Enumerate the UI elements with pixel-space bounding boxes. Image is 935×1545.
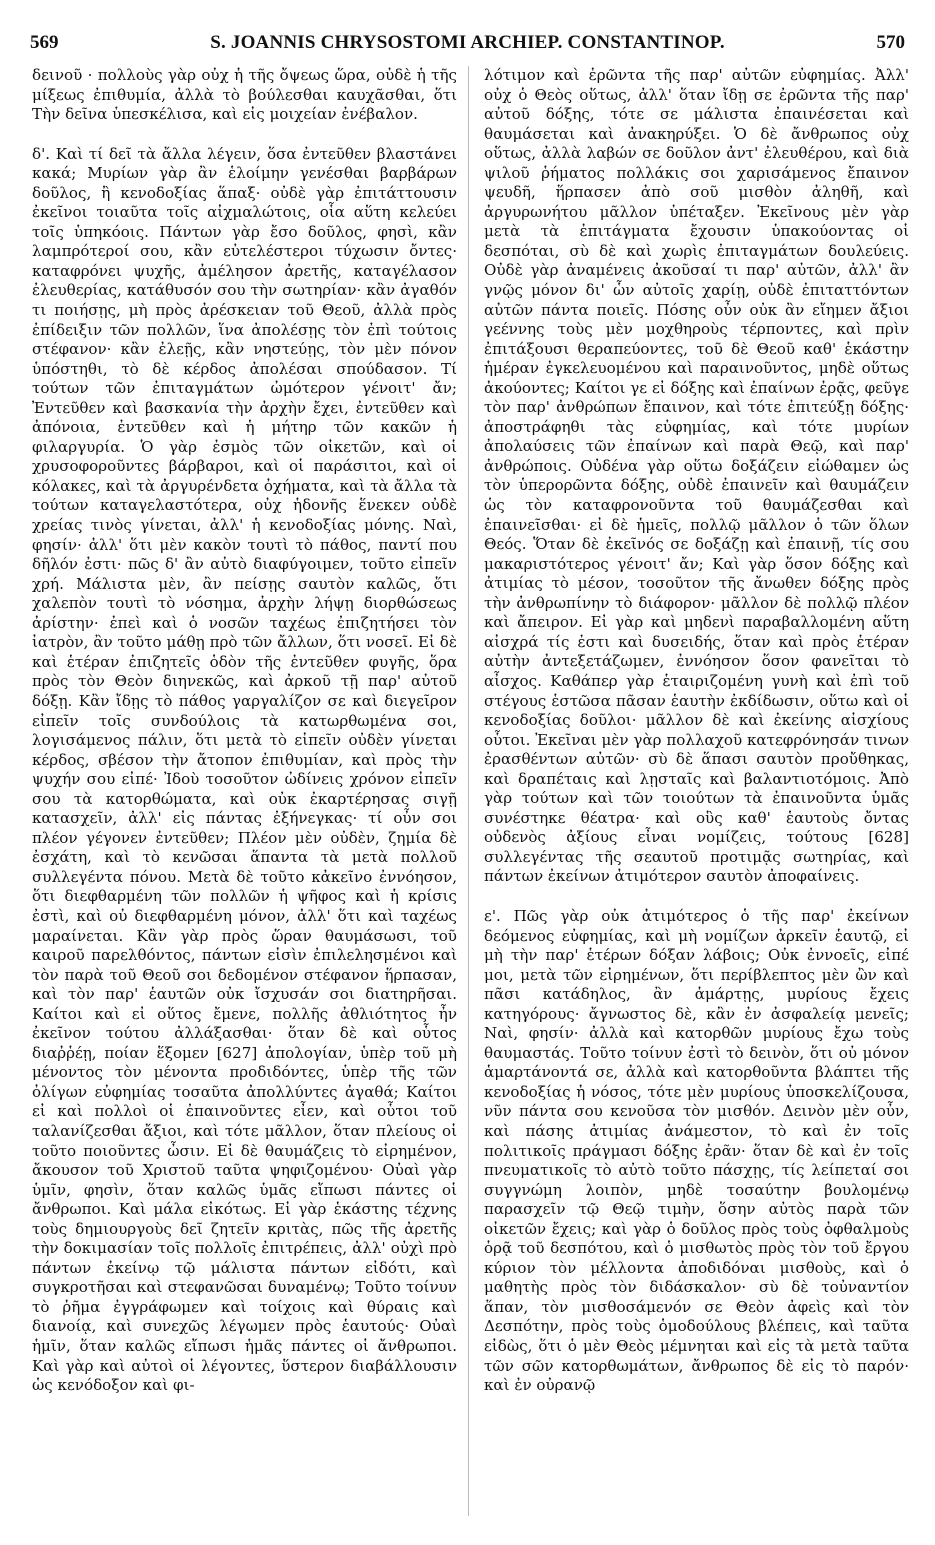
paragraph-gap	[484, 887, 909, 907]
running-header	[30, 32, 905, 62]
paragraph: λότιμον καὶ ἐρῶντα τῆς παρ' αὐτῶν εὐφημίας. Ἀλλ' οὐχ ὁ Θεὸς οὕτως, ἀλλ' ὅταν ἴδῃ σε ἐρῶντα τῆς παρ' αὐτοῦ δόξης, τότε σε μάλιστα ἐπαινέσεται καὶ θαυμάσεται καὶ ἀνακηρύξει. Ὁ δὲ ἄνθρωπος οὐχ οὕτως, ἀλλὰ λαβών σε δοῦλον ἀντ' ἐλευθέρου, καὶ διὰ ψιλοῦ ῥήματος πολλάκις σοι χαρισάμενος ἔπαινον ψευδῆ, ἥρπασεν ἀπὸ σοῦ μισθὸν ἀληθῆ, καὶ ἀργυρωνήτου μᾶλλον ὑπέταξεν. Ἐκεῖνους μὲν γὰρ μετὰ τὰ ἐπιτάγματα ἔχουσιν ὑπακούοντας οἱ δεσπόται, σὺ δὲ καὶ χωρὶς ἐπιταγμάτων δουλεύεις. Οὐδὲ γὰρ ἀναμένεις ἀκοῦσαί τι παρ' αὐτῶν, ἀλλ' ἂν γνῷς μόνον δι' ὧν αὐτοῖς χαρίῃ, οὐδὲ ἐπιταττόντων αὐτῶν πάντα ποιεῖς. Πόσης οὖν οὐκ ἂν εἴημεν ἄξιοι γεέννης τοὺς μὲν μοχθηροὺς τέρποντες, καὶ πρὶν ἐπιτάξουσι θεραπεύοντες, τοῦ δὲ Θεοῦ καθ' ἑκάστην ἡμέραν ἐγκελευομένου καὶ παραινοῦντος, μηδὲ οὕτως ἀκούοντες; Καίτοι γε εἰ δόξης καὶ ἐπαίνων ἐρᾷς, φεῦγε τὸν παρ' ἀνθρώπων ἔπαινον, καὶ τότε ἐπιτεύξῃ δόξης· ἀποστράφηθι τὰς εὐφημίας, καὶ τότε μυρίων ἀπολαύσεις τῶν ἐπαίνων καὶ παρὰ Θεῷ, καὶ παρ' ἀνθρώποις. Οὐδένα γὰρ οὕτω δοξάζειν εἰώθαμεν ὡς τὸν ὑπερορῶντα δόξης, οὐδὲ ἐπαινεῖν καὶ θαυμάζειν ὡς τὸν καταφρονοῦντα τοῦ θαυμάζεσθαι καὶ ἐπαινεῖσθαι· εἰ δὲ ἡμεῖς, πολλῷ μᾶλλον ὁ τῶν ὅλων Θεός. Ὅταν δὲ ἐκεῖνός σε δοξάζῃ καὶ ἐπαινῇ, τίς σου μακαριστότερος γένοιτ' ἄν; Καὶ γὰρ ὅσον δόξης καὶ ἀτιμίας τὸ μέσον, τοσοῦτον τῆς ἄνωθεν δόξης πρὸς τὴν ἀνθρωπίνην τὸ διάφορον· μᾶλλον δὲ πολλῷ πλέον καὶ ἄπειρον. Εἰ γὰρ καὶ μηδενὶ παραβαλλομένη αὕτη αἰσχρά τίς ἐστι καὶ δυσειδής, ὅταν καὶ πρὸς ἑτέραν αὐτὴν ἀντεξετάζωμεν, ἐννόησον ὅσον φανεῖται τὸ αἶσχος. Καθάπερ γὰρ ἑταιριζομένη γυνὴ καὶ ἐπὶ τοῦ στέγους ἑστῶσα πᾶσαν ἑαυτὴν ἐκδίδωσιν, οὕτω καὶ οἱ κενοδοξίας δοῦλοι· μᾶλλον δὲ καὶ ἐκείνης αἰσχίους οὗτοι. Ἐκεῖναι μὲν γὰρ πολλαχοῦ κατεφρόνησάν τινων ἐρασθέντων αὐτῶν· σὺ δὲ ἅπασι σαυτὸν προὔθηκας, καὶ δραπέταις καὶ λῃσταῖς καὶ βαλαντιοτόμοις. Ἀπὸ γὰρ τούτων καὶ τῶν τοιούτων τὰ ἐπαινοῦντα ὑμᾶς συνέστηκε θέατρα· καὶ οὓς καθ' ἑαυτοὺς ὄντας οὐδενὸς ἀξίους εἶναι νομίζεις, τούτους [628] συλλεγέντας τῆς σεαυτοῦ προτιμᾷς σωτηρίας, καὶ πάντων ἐκείνων ἀτιμότερον σαυτὸν ἀποφαίνεις.	[484, 66, 909, 886]
paragraph-gap	[32, 125, 457, 145]
paragraph: ε'. Πῶς γὰρ οὐκ ἀτιμότερος ὁ τῆς παρ' ἐκείνων δεόμενος εὐφημίας, καὶ μὴ νομίζων ἀρκεῖν ἑαυτῷ, εἰ μὴ τὴν παρ' ἑτέρων δόξαν λάβοις; Οὐκ ἐννοεῖς, εἰπέ μοι, μετὰ τῶν εἰρημένων, ὅτι περίβλεπτος μὲν ὢν καὶ πᾶσι κατάδηλος, ἂν ἁμάρτῃς, μυρίους ἔχεις κατηγόρους· ἄγνωστος δὲ, κἂν ἐν ἀσφαλείᾳ μενεῖς; Ναὶ, φησίν· ἀλλὰ καὶ κατορθῶν μυρίους ἔχω τοὺς θαυμαστάς. Τοῦτο τοίνυν ἐστὶ τὸ δεινὸν, ὅτι οὐ μόνον ἁμαρτάνοντά σε, ἀλλὰ καὶ κατορθοῦντα βλάπτει τῆς κενοδοξίας ἡ νόσος, τότε μὲν μυρίους ὑποσκελίζουσα, νῦν πάντα σου κενοῦσα τὸν μισθόν. Δεινὸν μὲν οὖν, καὶ πάσης ἀτιμίας ἀνάμεστον, τὸ καὶ ἐν τοῖς πολιτικοῖς πράγμασι δόξης ἐρᾶν· ὅταν δὲ καὶ ἐν τοῖς πνευματικοῖς τὸ αὐτὸ τοῦτο πάσχῃς, τίς λείπεταί σοι συγγνώμη λοιπὸν, μηδὲ τοσαύτην βουλομένῳ παρασχεῖν τῷ Θεῷ τιμὴν, ὅσην αὐτὸς παρὰ τῶν οἰκετῶν ἔχεις; καὶ γὰρ ὁ δοῦλος πρὸς τοὺς ὀφθαλμοὺς ὁρᾷ τοῦ δεσπότου, καὶ ὁ μισθωτὸς πρὸς τὸν τοῦ ἔργου κύριον τὸν μέλλοντα ἀποδιδόναι μισθοὺς, καὶ ὁ μαθητὴς πρὸς τὸν διδάσκαλον· σὺ δὲ τοὐναντίον ἅπαν, τὸν μισθοσάμενόν σε Θεὸν ἀφεὶς καὶ τὸν Δεσπότην, πρὸς τοὺς ὁμοδούλους βλέπεις, καὶ ταῦτα εἰδὼς, ὅτι ὁ μὲν Θεὸς μέμνηται καὶ εἰς τὰ μετὰ ταῦτα τῶν σῶν κατορθωμάτων, ἄνθρωπος δὲ εἰς τὸ παρόν· καὶ ἐν οὐρανῷ	[484, 906, 909, 1395]
right-column	[484, 66, 909, 1531]
page-number-right: 570	[876, 32, 905, 53]
running-title: S. JOANNIS CHRYSOSTOMI ARCHIEP. CONSTANTINOP.	[210, 32, 725, 53]
paragraph: δ'. Καὶ τί δεῖ τὰ ἄλλα λέγειν, ὅσα ἐντεῦθεν βλαστάνει κακά; Μυρίων γὰρ ἂν ἑλοίμην γενέσθαι βαρβάρων δοῦλος, ἢ κενοδοξίας ἅπαξ· οὐδὲ γὰρ ἐπιτάττουσιν ἐκεῖνοι τοιαῦτα τοῖς αἰχμαλώτοις, οἷα αὕτη κελεύει τοῖς ὑπηκόοις. Πάντων γὰρ ἔσο δοῦλος, φησὶ, κἂν λαμπρότεροί σου, κἂν εὐτελέστεροι τύχωσιν ὄντες· καταφρόνει ψυχῆς, ἀμέλησον ἀρετῆς, καταγέλασον ἐλευθερίας, κατάθυσόν σου τὴν σωτηρίαν· κἂν ἀγαθόν τι ποιήσῃς, μὴ πρὸς ἀρέσκειαν τοῦ Θεοῦ, ἀλλὰ πρὸς ἐπίδειξιν τῶν πολλῶν, ἵνα ἀπολέσῃς τὸν ἐπὶ τούτοις στέφανον· κἂν ἐλεῇς, κἂν νηστεύῃς, τὸν μὲν πόνον ὑπόστηθι, τὸ δὲ κέρδος ἀπολέσαι σπούδασον. Τί τούτων τῶν ἐπιταγμάτων ὠμότερον γένοιτ' ἄν; Ἐντεῦθεν καὶ βασκανία τὴν ἀρχὴν ἔχει, ἐντεῦθεν καὶ ἀπόνοια, ἐντεῦθεν καὶ ἡ μήτηρ τῶν κακῶν ἡ φιλαργυρία. Ὁ γὰρ ἐσμὸς τῶν οἰκετῶν, καὶ οἱ χρυσοφοροῦντες βάρβαροι, καὶ οἱ παράσιτοι, καὶ οἱ κόλακες, καὶ τὰ ἀργυρένδετα ὀχήματα, καὶ τὰ ἄλλα τὰ τούτων καταγελαστότερα, οὐχ ἡδονῆς ἕνεκεν οὐδὲ χρείας τινὸς γίνεται, ἀλλ' ἡ κενοδοξίας μόνης. Ναὶ, φησίν· ἀλλ' ὅτι μὲν κακὸν τουτὶ τὸ πάθος, παντί που δῆλόν ἐστι· πῶς δ' ἂν αὐτὸ διαφύγοιμεν, τοῦτο εἰπεῖν χρή. Μάλιστα μὲν, ἂν πείσῃς σαυτὸν καλῶς, ὅτι χαλεπὸν τουτὶ τὸ νόσημα, ἀρχὴν λήψῃ διορθώσεως ἀρίστην· ἐπεὶ καὶ ὁ νοσῶν ταχέως ἐπιζητήσει τὸν ἰατρὸν, ἂν τοῦτο μάθῃ πρὸ τῶν ἄλλων, ὅτι νοσεῖ. Εἰ δὲ καὶ ἑτέραν ἐπιζητεῖς ὁδὸν τῆς ἐντεῦθεν φυγῆς, ὅρα πρὸς τὸν Θεὸν διηνεκῶς, καὶ ἀρκοῦ τῇ παρ' αὐτοῦ δόξῃ. Κἂν ἴδῃς τὸ πάθος γαργαλίζον σε καὶ διεγεῖρον εἰπεῖν τοῖς συνδούλοις τὰ κατωρθωμένα σοι, λογισάμενος πάλιν, ὅτι μετὰ τὸ εἰπεῖν οὐδὲν γίνεται κέρδος, σβέσον τὴν ἄτοπον ἐπιθυμίαν, καὶ πρὸς τὴν ψυχήν σου εἰπέ· Ἰδοὺ τοσοῦτον ὠδίνεις χρόνον εἰπεῖν σου τὰ κατορθώματα, καὶ οὐκ ἐκαρτέρησας σιγῇ κατασχεῖν, ἀλλ' εἰς πάντας ἐξήνεγκας· τί οὖν σοι πλέον γέγονεν ἐντεῦθεν; Πλέον μὲν οὐδὲν, ζημία δὲ ἐσχάτη, καὶ τὸ κενῶσαι ἅπαντα τὰ μετὰ πολλοῦ συλλεγέντα πόνου. Μετὰ δὲ τοῦτο κἀκεῖνο ἐννόησον, ὅτι διεφθαρμένη τῶν πολλῶν ἡ ψῆφος καὶ ἡ κρίσις ἐστὶ, καὶ οὐ διεφθαρμένη μόνον, ἀλλ' ὅτι καὶ ταχέως μαραίνεται. Κἂν γὰρ πρὸς ὥραν θαυμάσωσι, τοῦ καιροῦ παρελθόντος, πάντων εἰσὶν ἐπιλελησμένοι καὶ τὸν παρὰ τοῦ Θεοῦ σοι δεδομένον στέφανον ἥρπασαν, καὶ τὸν παρ' ἑαυτῶν οὐκ ἴσχυσάν σοι διατηρῆσαι. Καίτοι καὶ εἰ οὕτος ἔμενε, πολλῆς ἀθλιότητος ἦν ἐκεῖνον τούτου ἀλλάξασθαι· ὅταν δὲ καὶ οὗτος διαῤῥέῃ, ποίαν ἕξομεν [627] ἀπολογίαν, ὑπὲρ τοῦ μὴ μένοντος τὸν μένοντα προδιδόντες, ὑπὲρ τῆς τῶν ὀλίγων εὐφημίας τοσαῦτα ἀπολλύντες ἀγαθά; Καίτοι εἰ καὶ πολλοὶ οἱ ἐπαινοῦντες εἶεν, καὶ οὗτοι τοῦ ταλανίζεσθαι ἄξιοι, καὶ τότε μᾶλλον, ὅταν πλείους οἱ τοῦτο ποιοῦντες ὦσιν. Εἰ δὲ θαυμάζεις τὸ εἰρημένον, ἄκουσον τοῦ Χριστοῦ ταῦτα ψηφιζομένου· Οὐαὶ γὰρ ὑμῖν, φησὶν, ὅταν καλῶς ὑμᾶς εἴπωσι πάντες οἱ ἄνθρωποι. Καὶ μάλα εἰκότως. Εἰ γὰρ ἑκάστης τέχνης τοὺς δημιουργοὺς δεῖ ζητεῖν κριτὰς, πῶς τῆς ἀρετῆς τὴν δοκιμασίαν τοῖς πολλοῖς ἐπιτρέπεις, ἀλλ' οὐχὶ πρὸ πάντων ἐκείνῳ τῷ μάλιστα πάντων εἰδότι, καὶ συγκροτῆσαι καὶ στεφανῶσαι δυναμένῳ; Τοῦτο τοίνυν τὸ ῥῆμα ἐγγράφωμεν καὶ τοίχοις καὶ θύραις καὶ διανοίᾳ, καὶ συνεχῶς λέγωμεν πρὸς ἑαυτούς· Οὐαὶ ἡμῖν, ὅταν καλῶς εἴπωσι ἡμᾶς πάντες οἱ ἄνθρωποι. Καὶ γὰρ καὶ αὐτοὶ οἱ λέγοντες, ὕστερον διαβάλλουσιν ὡς κενόδοξον καὶ φι-	[32, 144, 457, 1395]
left-column	[32, 66, 457, 1531]
paragraph: δεινοῦ · πολλοὺς γὰρ οὐχ ἡ τῆς ὄψεως ὥρα, οὐδὲ ἡ τῆς μίξεως ἐπιθυμία, ἀλλὰ τὸ βούλεσθαι καυχᾶσθαι, ὅτι Τὴν δεῖνα ὑπεσκέλισα, καὶ εἰς μοιχείαν ἐνέβαλον.	[32, 66, 457, 124]
column-divider	[468, 66, 469, 1516]
page-number-left: 569	[30, 32, 59, 53]
